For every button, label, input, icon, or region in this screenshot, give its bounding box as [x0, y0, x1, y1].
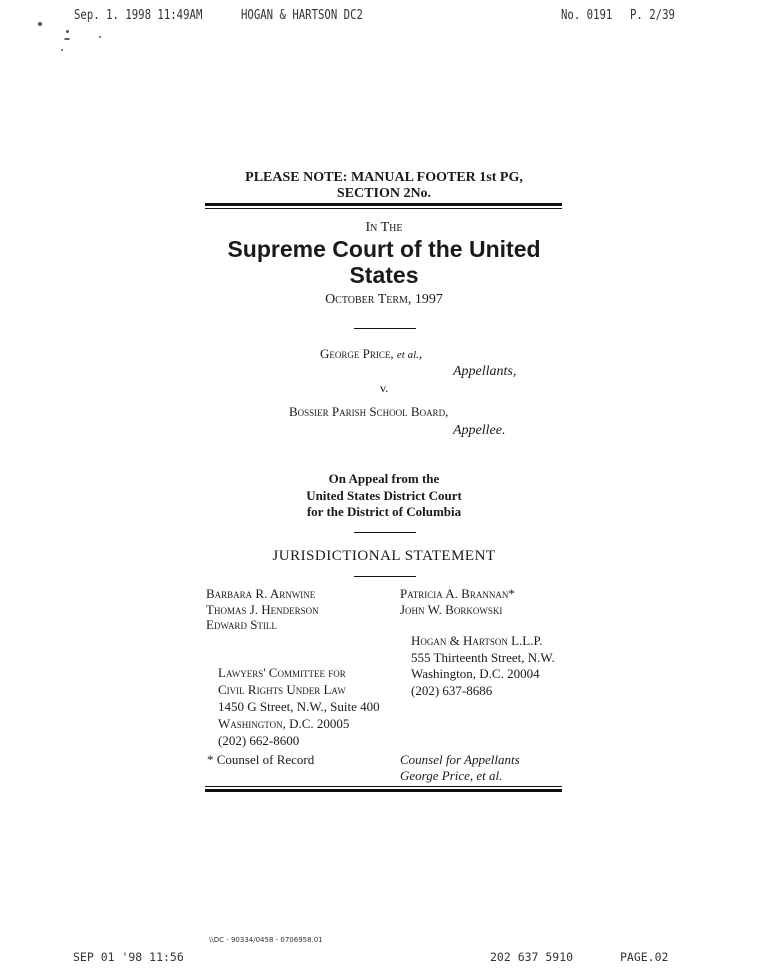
counsel-left-name-1: Barbara R. Arnwine	[206, 586, 316, 601]
versus-label: v.	[380, 381, 389, 395]
appellee-name: Bossier Parish School Board,	[289, 404, 449, 419]
scan-speck	[99, 36, 101, 38]
fax-header-number: No. 0191	[561, 8, 613, 23]
counsel-left-org-line-1: Lawyers' Committee for	[218, 665, 346, 680]
fax-header-sender: HOGAN & HARTSON DC2	[241, 8, 363, 23]
scan-speck	[38, 22, 42, 26]
in-the-label: In The	[365, 220, 403, 235]
appeal-line-2: United States District Court	[306, 487, 462, 503]
court-name-line-1: Supreme Court of the United	[227, 236, 541, 262]
counsel-of-record-note: * Counsel of Record	[207, 752, 315, 767]
counsel-left-name-3: Edward Still	[206, 617, 277, 632]
appeal-line-1: On Appeal from the	[328, 471, 440, 486]
counsel-right-firm-line-4: (202) 637-8686	[411, 682, 493, 698]
counsel-right-name-1: Patricia A. Brannan*	[400, 586, 515, 601]
scan-speck	[64, 38, 70, 40]
fax-footer-page: PAGE.02	[620, 950, 669, 964]
court-name-line-2: States	[349, 262, 419, 288]
double-rule-bottom-thick	[205, 789, 562, 792]
fax-header-page: P. 2/39	[630, 8, 675, 23]
appellants-label: Appellants,	[453, 364, 517, 379]
counsel-left-names	[206, 586, 319, 633]
appellee-label: Appellee.	[453, 423, 506, 438]
short-divider-1	[354, 328, 416, 329]
appeal-line-3: for the District of Columbia	[306, 504, 462, 519]
counsel-right-role-line-2: George Price, et al.	[400, 767, 503, 783]
counsel-left-org	[218, 664, 380, 749]
appellant-party	[320, 346, 422, 362]
appeal-block	[0, 471, 768, 521]
manual-footer-note	[0, 170, 768, 202]
counsel-left-name-2: Thomas J. Henderson	[206, 601, 319, 617]
counsel-right-role-line-1: Counsel for Appellants	[400, 752, 520, 767]
counsel-right-firm	[411, 633, 555, 699]
scan-speck	[61, 49, 63, 51]
counsel-right-firm-line-2: 555 Thirteenth Street, N.W.	[411, 649, 555, 665]
court-name	[0, 236, 768, 288]
fax-header-datetime: Sep. 1. 1998 11:49AM	[74, 8, 203, 23]
fax-footer-datetime: SEP 01 '98 11:56	[73, 950, 184, 964]
appellant-comma: ,	[418, 346, 423, 361]
double-rule-top-thick	[205, 203, 562, 206]
counsel-right-role	[400, 752, 520, 783]
appellant-name: George Price,	[320, 346, 394, 361]
counsel-left-org-line-4: Washington, D.C. 20005	[218, 716, 350, 731]
document-id: \\DC - 90334/0458 - 0706958.01	[209, 936, 323, 944]
counsel-left-org-line-3: 1450 G Street, N.W., Suite 400	[218, 699, 380, 714]
et-al: et al.	[396, 349, 419, 361]
note-line-1: PLEASE NOTE: MANUAL FOOTER 1st PG,	[245, 170, 523, 185]
counsel-right-firm-line-1: Hogan & Hartson L.L.P.	[411, 633, 543, 648]
counsel-left-org-line-2: Civil Rights Under Law	[218, 682, 346, 697]
counsel-left-org-line-5: (202) 662-8600	[218, 733, 300, 748]
short-divider-3	[354, 576, 416, 577]
counsel-right-names	[400, 586, 515, 617]
double-rule-top-thin	[205, 208, 562, 209]
fax-footer-number: 202 637 5910	[490, 950, 574, 964]
scan-speck	[66, 30, 69, 33]
term-label: October Term, 1997	[325, 292, 443, 307]
double-rule-bottom-thin	[205, 786, 562, 787]
statement-title: JURISDICTIONAL STATEMENT	[272, 548, 496, 564]
counsel-right-name-2: John W. Borkowski	[400, 601, 503, 617]
note-line-2: SECTION 2No.	[336, 186, 432, 201]
short-divider-2	[354, 532, 416, 533]
counsel-right-firm-line-3: Washington, D.C. 20004	[411, 666, 540, 681]
